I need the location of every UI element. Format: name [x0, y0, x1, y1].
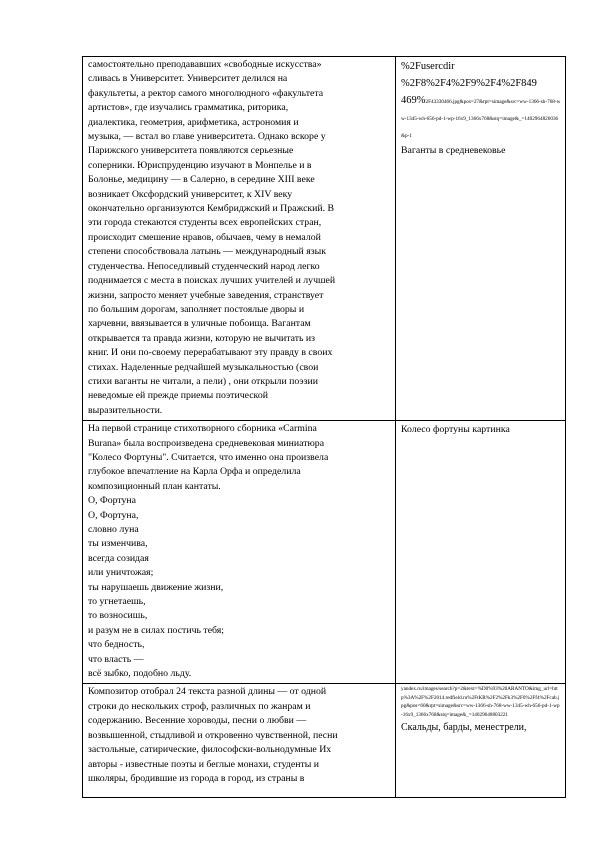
text-line: музыка, — встал во главе университета. Однако вскоре у: [88, 131, 326, 143]
text-line: то возносишь,: [88, 610, 148, 622]
image-ref-cell-skalds: [396, 684, 566, 798]
text-line: Болонье, медицину — в Салерно, в середине XIII веке: [88, 174, 315, 186]
text-line: ты нарушаешь движение жизни,: [88, 581, 224, 593]
text-line: застольные, сатирические, философски-вольнодумные Их: [88, 744, 332, 756]
text-line: авторы - известные поэты и беглые монахи, студенты и: [88, 758, 320, 770]
text-line: неведомые ей прежде приемы поэтической: [88, 390, 268, 402]
text-line: школяры, бродившие из города в город, из страны в: [88, 772, 305, 784]
text-line: сливась в Университет. Университет делился на: [88, 73, 288, 85]
text-line: О, Фортуна: [88, 495, 137, 507]
text-line: книг. И они по-своему перерабатывают эту правду в своих: [88, 347, 333, 359]
text-line: На первой странице стихотворного сборника «Carmina: [88, 423, 317, 435]
image-caption: Ваганты в средневековье: [401, 145, 506, 156]
image-caption: Колесо фортуны картинка: [401, 424, 510, 436]
text-line: студенчества. Непоседливый студенческий народ легко: [88, 260, 320, 272]
text-line: Композитор отобрал 24 текста разной длины — от одной: [88, 686, 327, 698]
text-line: всегда созидая: [88, 552, 149, 564]
text-line: словно луна: [88, 524, 139, 535]
text-line: что власть —: [88, 653, 144, 665]
text-line: соперники. Юриспруденцию изучают в Монпелье и в: [88, 159, 312, 171]
text-line: "Колесо Фортуны". Считается, что именно она произвела: [88, 451, 329, 463]
text-cell-fortuna: [83, 421, 396, 684]
text-line: по большим дорогам, заполняет постоялые дворы и: [88, 303, 305, 315]
image-ref-cell-vagants: [396, 57, 566, 421]
text-cell-composer: [83, 684, 396, 798]
text-line: или уничтожая;: [88, 567, 154, 579]
text-line: выразительности.: [88, 404, 163, 416]
text-line: Burana» была воспроизведена средневековая миниатюра: [88, 437, 325, 449]
text-line: глубокое впечатление на Карла Орфа и определила: [88, 466, 301, 478]
text-line: происходит смешение нравов, обычаев, чему в немалой: [88, 231, 321, 243]
image-url-line: %2Fusercdir: [401, 61, 455, 72]
text-line: то угнетаешь,: [88, 596, 146, 608]
text-line: и разум не в силах постичь тебя;: [88, 624, 225, 636]
text-line: содержанию. Весенние хороводы, песни о любви —: [88, 715, 307, 727]
text-cell-vagants: [83, 57, 396, 421]
image-url-line: %2F8%2F4%2F9%2F4%2F849: [401, 78, 537, 89]
text-line: харчевни, ввязывается в уличные побоища. Вагантам: [88, 318, 311, 330]
text-line: композиционный план кантаты.: [88, 480, 221, 492]
text-line: жизни, запросто меняет учебные заведения, странствует: [88, 289, 324, 301]
text-line: возникает Оксфордский университет, к XIV веку: [88, 188, 293, 200]
text-line: степени способствовала латынь — международный язык: [88, 246, 326, 258]
table-row: [83, 421, 566, 684]
text-line: Парижского университета появляются серьезные: [88, 145, 294, 157]
text-line: открывается та правда жизни, которую не вычитать из: [88, 332, 316, 344]
table-row: [83, 57, 566, 421]
text-line: строки до нескольких строф, различных по жанрам и: [88, 700, 311, 712]
text-line: артистов», где изучались грамматика, риторика,: [88, 102, 289, 114]
image-url: yandex.ru/images/search?p=2&text=%D0%93%20ARANTO&img_url=http%3A%2F%2F2014.redfield.ru%2FtKR%2F2%2Fk3%2F0%2Ff4%2Fcab.jpg&pos=60&rpt=simage&src=ww-1366-sh-768-ww-1345-wh-656-pd-1-wp-16x9_1366x768&stq=image&_=14029648803221: [401, 686, 560, 718]
text-line: что бедность,: [88, 639, 145, 651]
content-table: [82, 56, 566, 798]
text-line: самостоятельно преподававших «свободные искусства»: [88, 59, 322, 70]
text-line: возвышенной, стыдливой и откровенно чувственной, песни: [88, 729, 338, 741]
table-row: [83, 684, 566, 798]
text-line: факультеты, а ректор самого многолюдного «факультета: [88, 87, 324, 99]
text-line: диалектика, геометрия, арифметика, астрономия и: [88, 116, 299, 128]
text-line: всё зыбко, подобно льду.: [88, 668, 192, 680]
text-line: окончательно организуются Кембриджский и Пражский. В: [88, 203, 335, 215]
text-line: эти города стекаются студенты всех европейских стран,: [88, 217, 322, 229]
text-line: ты изменчива,: [88, 538, 148, 550]
image-caption: Скальды, барды, менестрели,: [401, 722, 527, 734]
text-line: стихи ваганты не читали, а пели) , они открыли поэзии: [88, 375, 318, 387]
image-ref-cell-fortuna: [396, 421, 566, 684]
text-line: поднимается с места в поисках лучших учителей и лучшей: [88, 275, 336, 287]
text-line: стихах. Наделенные редчайшей музыкальностью (свои: [88, 361, 319, 373]
text-line: О, Фортуна,: [88, 509, 139, 521]
image-url-tail: 2F43330466.jpg&pos=27&rpt=simage&src=ww-1366-sh-768-ww-1345-wh-656-pd-1-wp-16x9_1366x768&stq=image&_=1402964826036&p-1: [401, 99, 561, 139]
image-url-line: 469%2F43330466.jpg&pos=27&rpt=simage&src=ww-1366-sh-768-ww-1345-wh-656-pd-1-wp-16x9_1366x768&stq=image&_=1402964826036&p-1: [401, 95, 561, 139]
